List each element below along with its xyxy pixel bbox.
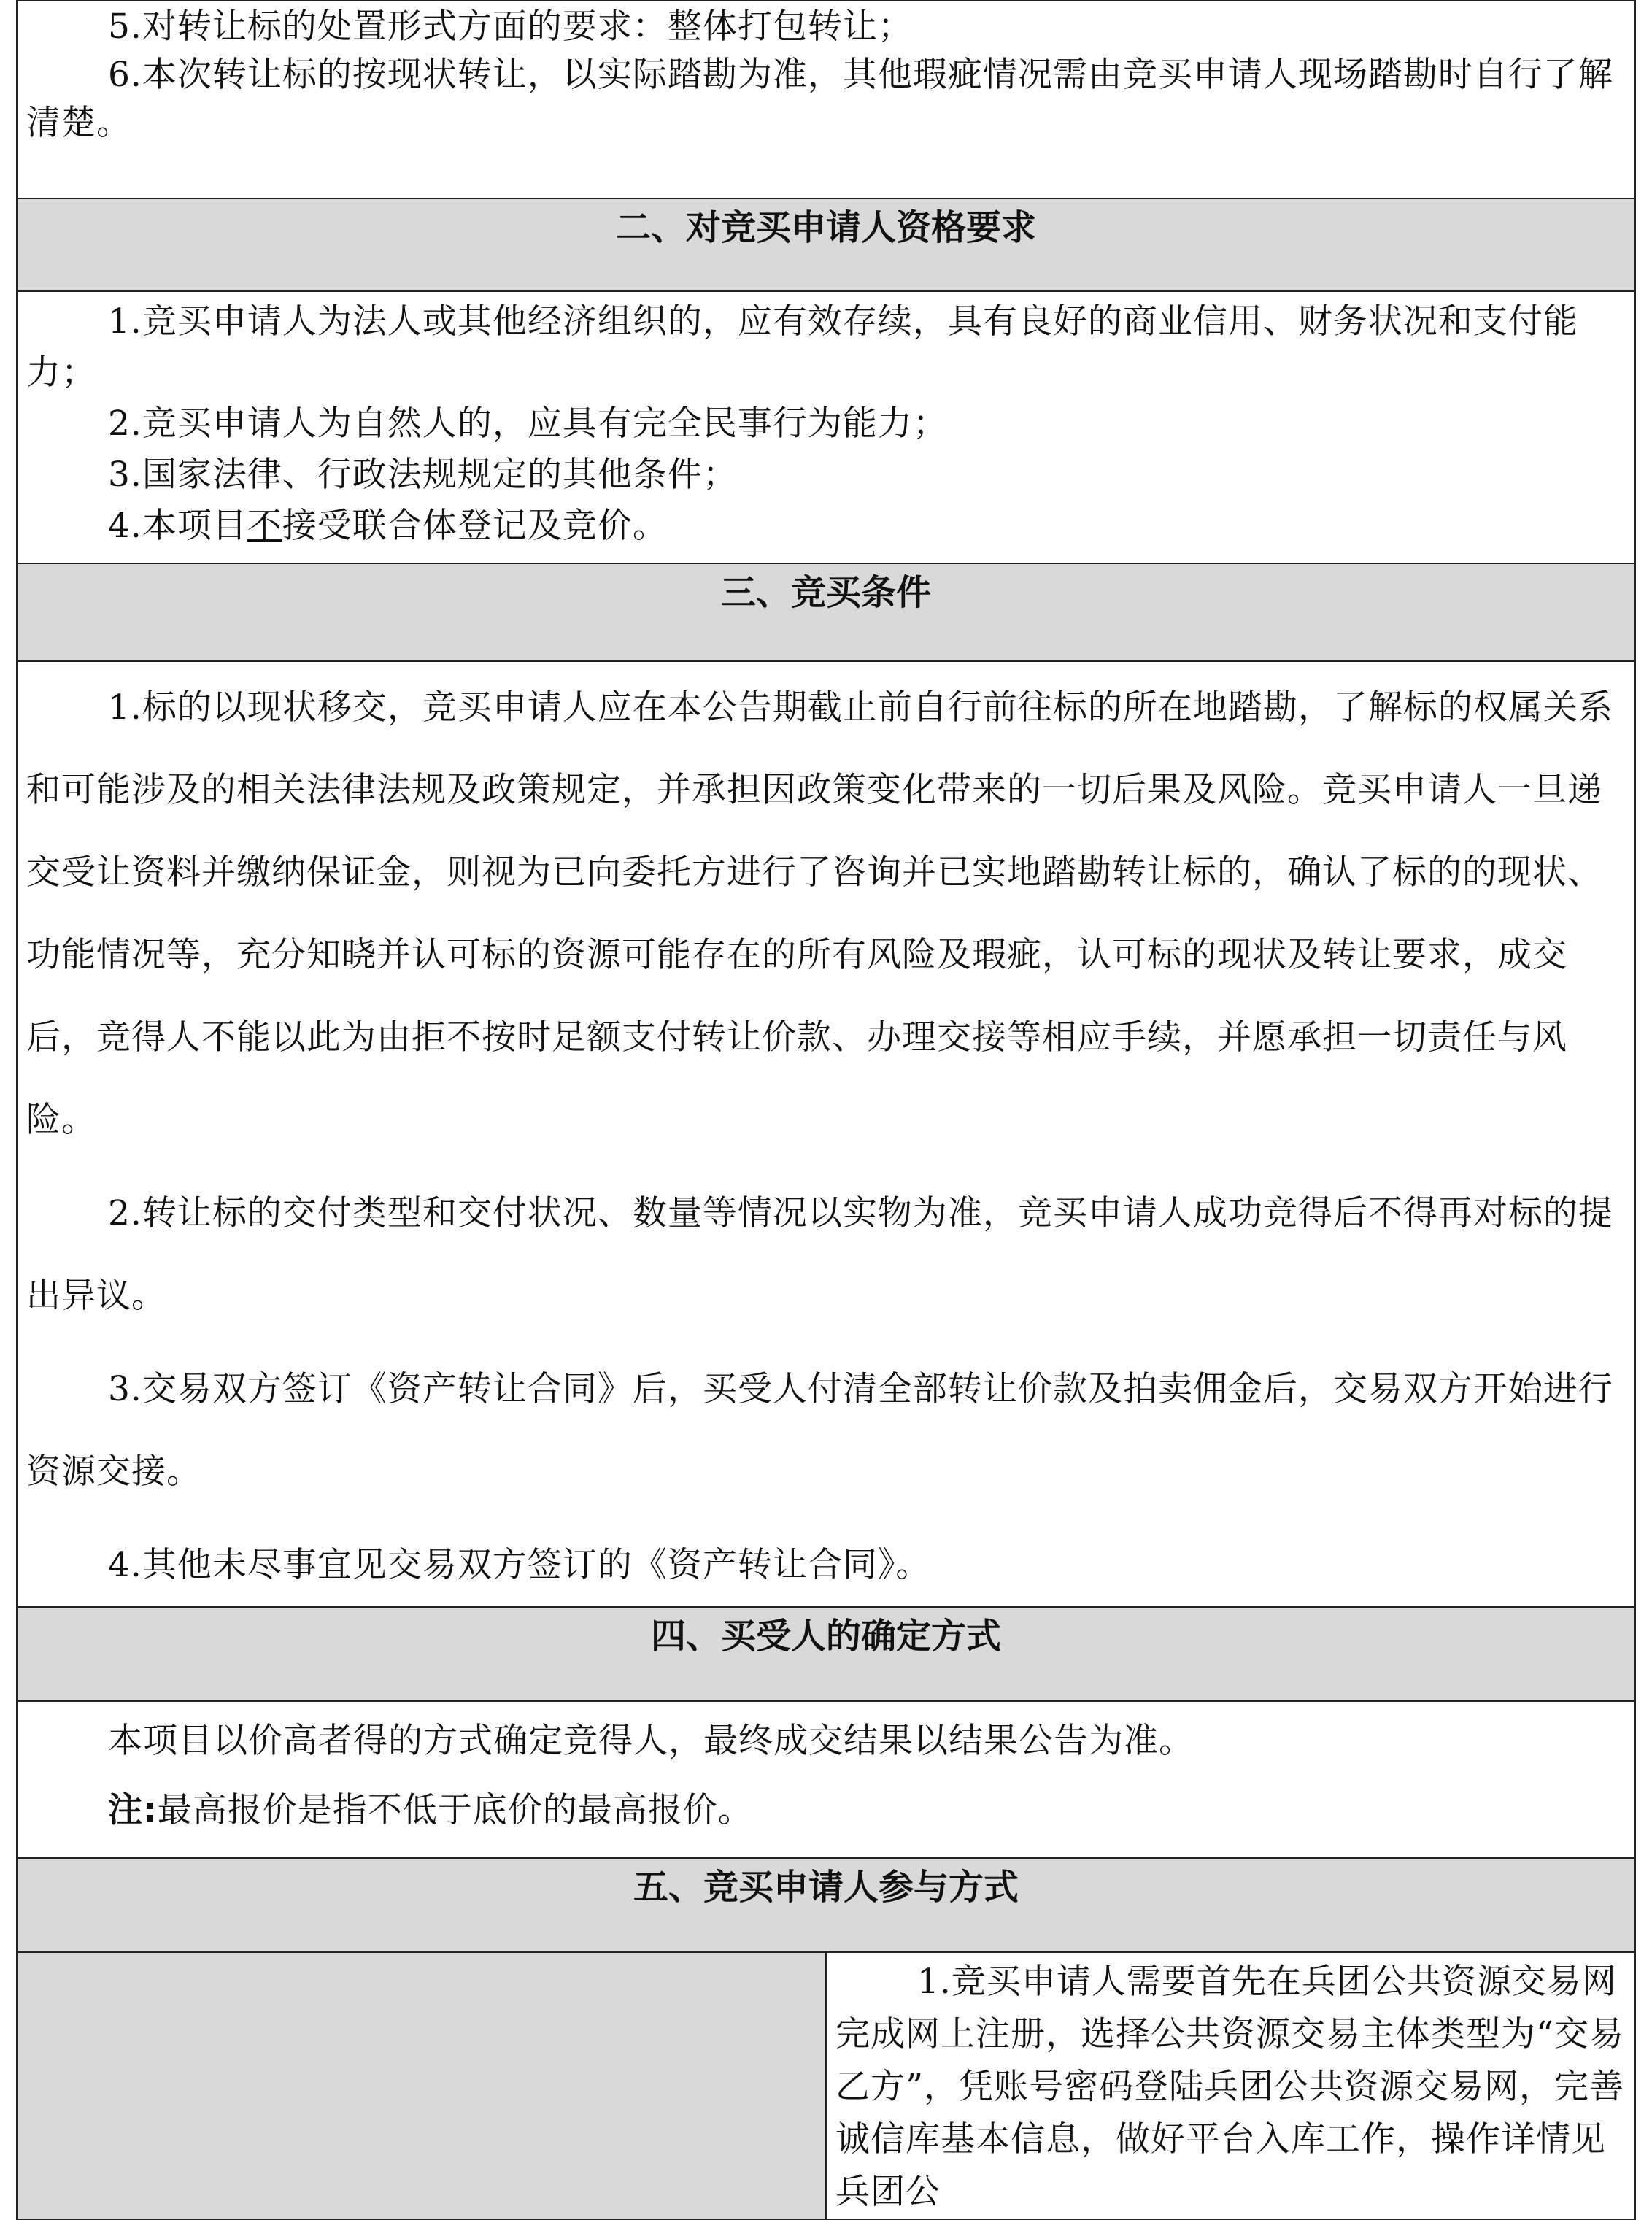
section-header [17, 1607, 1635, 1701]
section-body [17, 291, 1635, 563]
note-label: 注: [108, 1790, 158, 1830]
announcement-table [16, 0, 1636, 2220]
paragraph: 3.国家法律、行政法规规定的其他条件； [108, 455, 738, 495]
section-header [17, 563, 1635, 661]
paragraph: 6.本次转让标的按现状转让，以实际踏勘为准，其他瑕疵情况需由竞买申请人现场踏勘时自行了解清楚。 [26, 55, 1613, 143]
document-page [16, 0, 1636, 2212]
section-header [17, 1858, 1635, 1952]
paragraph: 1.标的以现状移交，竞买申请人应在本公告期截止前自行前往标的所在地踏勘，了解标的权属关系和可能涉及的相关法律法规及政策规定，并承担因政策变化带来的一切后果及风险。竞买申请人一旦递交受让资料并缴纳保证金，则视为已向委托方进行了咨询并已实地踏勘转让标的，确认了标的的现状、功能情况等，充分知晓并认可标的资源可能存在的所有风险及瑕疵，认可标的现状及转让要求，成交后，竞得人不能以此为由拒不按时足额支付转让价款、办理交接等相应手续，并愿承担一切责任与风险。 [26, 687, 1613, 1140]
paragraph: 2.竞买申请人为自然人的，应具有完全民事行为能力； [108, 404, 948, 444]
paragraph: 4.其他未尽事宜见交易双方签订的《资产转让合同》。 [108, 1545, 931, 1585]
block-top [17, 1, 1635, 199]
section-title: 四、买受人的确定方式 [650, 1616, 1001, 1657]
section-body [17, 1952, 1635, 2219]
text-run: 接受联合体登记及竞价。 [282, 506, 668, 546]
paragraph [18, 501, 1634, 552]
section-body [17, 661, 1635, 1607]
section-title: 五、竞买申请人参与方式 [633, 1867, 1019, 1908]
paragraph: 本项目以价高者得的方式确定竞得人，最终成交结果以结果公告为准。 [108, 1721, 1194, 1761]
underlined-text: 不 [247, 506, 282, 546]
paragraph: 3.交易双方签订《资产转让合同》后，买受人付清全部转让价款及拍卖佣金后，交易双方开始进行资源交接。 [26, 1369, 1613, 1492]
paragraph: 5.对转让标的处置形式方面的要求：整体打包转让； [108, 7, 913, 47]
text-run: 4.本项目 [108, 506, 247, 546]
section-header [17, 199, 1635, 291]
paragraph: 1.竞买申请人需要首先在兵团公共资源交易网完成网上注册，选择公共资源交易主体类型为“交易乙方”，凭账号密码登陆兵团公共资源交易网，完善诚信库基本信息，做好平台入库工作，操作详情见兵团公 [835, 1962, 1625, 2212]
section-body [17, 1701, 1635, 1858]
note-text: 最高报价是指不低于底价的最高报价。 [157, 1790, 753, 1830]
note-paragraph [18, 1776, 1634, 1845]
paragraph: 1.竞买申请人为法人或其他经济组织的，应有效存续，具有良好的商业信用、财务状况和支付能力； [26, 301, 1578, 393]
section-title: 三、竞买条件 [720, 572, 931, 613]
paragraph: 2.转让标的交付类型和交付状况、数量等情况以实物为准，竞买申请人成功竞得后不得再对标的提出异议。 [26, 1193, 1613, 1316]
label-cell [17, 1952, 826, 2219]
section-title: 二、对竞买申请人资格要求 [615, 207, 1036, 248]
